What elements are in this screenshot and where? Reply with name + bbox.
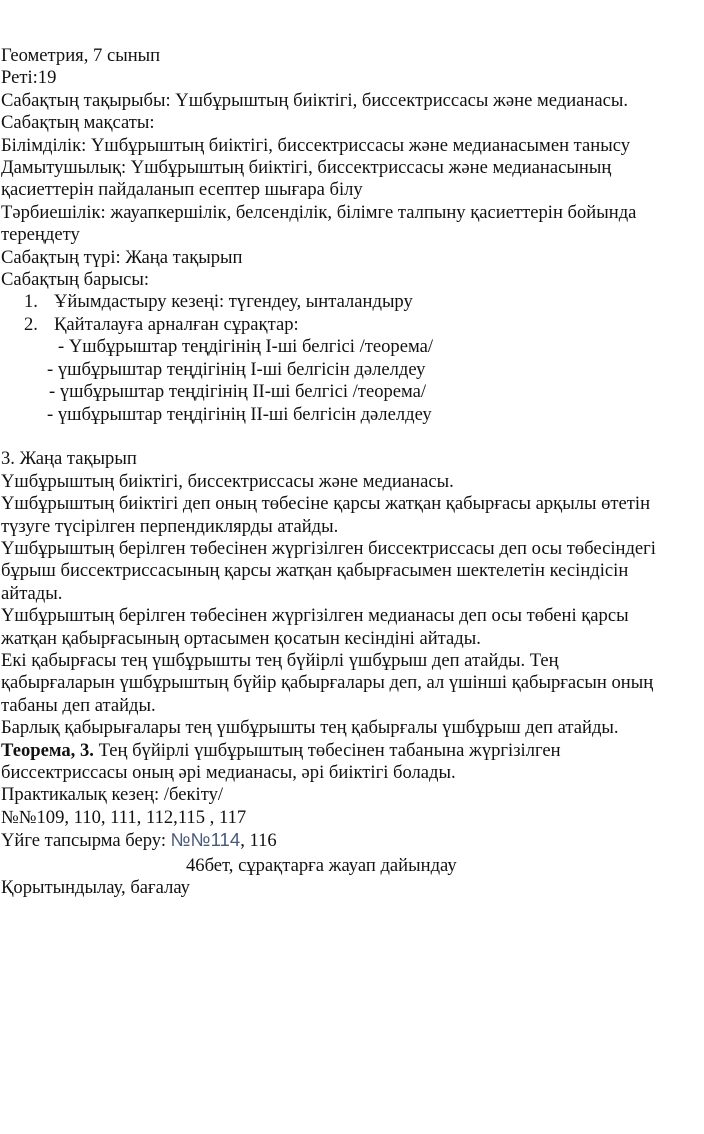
closing-line: Қорытындылау, бағалау <box>1 877 190 899</box>
step-number: 1. <box>24 291 38 313</box>
new-topic-title: 3. Жаңа тақырып <box>1 448 137 470</box>
theorem-line-2: биссектриссасы оның әрі медианасы, әрі биіктігі болады. <box>1 761 456 783</box>
goal-developmental-line-1: Дамытушылық: Үшбұрыштың биіктігі, биссектриссасы және медианасының <box>1 157 612 179</box>
review-question: - үшбұрыштар теңдігінің ІІ-ші белгісі /теорема/ <box>49 381 427 403</box>
homework-rest: , 116 <box>240 830 277 852</box>
homework-task: 46бет, сұрақтарға жауап дайындау <box>186 854 457 876</box>
review-question: - үшбұрыштар теңдігінің ІІ-ші белгісін дәлелдеу <box>47 403 432 425</box>
step-text: Қайталауға арналған сұрақтар: <box>54 313 299 335</box>
step-item <box>0 291 700 313</box>
practice-exercises: №№109, 110, 111, 112,115 , 117 <box>1 806 247 828</box>
goal-upbringing-line-1: Тәрбиешілік: жауапкершілік, белсенділік, білімге талпыну қасиеттерін бойында <box>1 201 637 223</box>
theorem-label: Теорема, 3. <box>1 739 94 761</box>
spacer <box>0 426 700 448</box>
lesson-progress-title: Сабақтың барысы: <box>1 269 150 291</box>
homework-line <box>0 829 700 852</box>
review-question: - Үшбұрыштар теңдігінің І-ші белгісі /теорема/ <box>58 336 434 358</box>
subject-line: Геометрия, 7 сынып <box>1 45 161 66</box>
bisector-definition-line-1: Үшбұрыштың берілген төбесінен жүргізілген биссектриссасы деп осы төбесіндегі <box>1 537 656 559</box>
altitude-definition-line-1: Үшбұрыштың биіктігі деп оның төбесіне қарсы жатқан қабырғасы арқылы өтетін <box>1 493 651 515</box>
median-definition-line-2: жатқан қабырғасының ортасымен қосатын кесіндіні айтады. <box>1 627 481 649</box>
goal-educational: Білімділік: Үшбұрыштың биіктігі, биссектриссасы және медианасымен танысу <box>1 134 631 156</box>
step-number: 2. <box>24 313 38 335</box>
lesson-type: Сабақтың түрі: Жаңа тақырып <box>1 246 243 268</box>
lesson-topic: Сабақтың тақырыбы: Үшбұрыштың биіктігі, биссектриссасы және медианасы. <box>1 89 629 111</box>
isosceles-definition-line-2: қабырғаларын үшбұрыштың бүйір қабырғалары деп, ал үшінші қабырғасын оның <box>1 672 654 694</box>
theorem-line-1 <box>0 740 700 762</box>
lesson-plan-document <box>0 45 700 899</box>
homework-label: Үйге тапсырма беру: <box>1 830 171 852</box>
practice-title: Практикалық кезең: /бекіту/ <box>1 784 224 806</box>
isosceles-definition-line-3: табаны деп атайды. <box>1 694 156 716</box>
review-question: - үшбұрыштар теңдігінің І-ші белгісін дәлелдеу <box>47 358 426 380</box>
step-item <box>0 314 700 336</box>
goals-title: Сабақтың мақсаты: <box>1 112 155 134</box>
bisector-definition-line-3: айтады. <box>1 582 63 604</box>
equilateral-definition: Барлық қабырығалары тең үшбұрышты тең қабырғалы үшбұрыш деп атайды. <box>1 717 619 739</box>
step-text: Ұйымдастыру кезеңі: түгендеу, ынталандыру <box>54 291 413 313</box>
median-definition-line-1: Үшбұрыштың берілген төбесінен жүргізілген медианасы деп осы төбені қарсы <box>1 605 629 627</box>
isosceles-definition-line-1: Екі қабырғасы тең үшбұрышты тең бүйірлі үшбұрыш деп атайды. Тең <box>1 649 559 671</box>
goal-developmental-line-2: қасиеттерін пайдаланып есептер шығара білу <box>1 179 363 201</box>
homework-numbers: №№114 <box>170 829 241 851</box>
lesson-number: Реті:19 <box>1 67 57 89</box>
goal-upbringing-line-2: тереңдету <box>1 224 80 246</box>
new-topic-subtitle: Үшбұрыштың биіктігі, биссектриссасы және медианасы. <box>1 470 454 492</box>
bisector-definition-line-2: бұрыш биссектриссасының қарсы жатқан қабырғасымен шектелетін кесіндісін <box>1 560 629 582</box>
theorem-text: Тең бүйірлі үшбұрыштың төбесінен табанына жүргізілген <box>93 739 561 761</box>
altitude-definition-line-2: түзуге түсірілген перпендиклярды атайды. <box>1 515 339 537</box>
